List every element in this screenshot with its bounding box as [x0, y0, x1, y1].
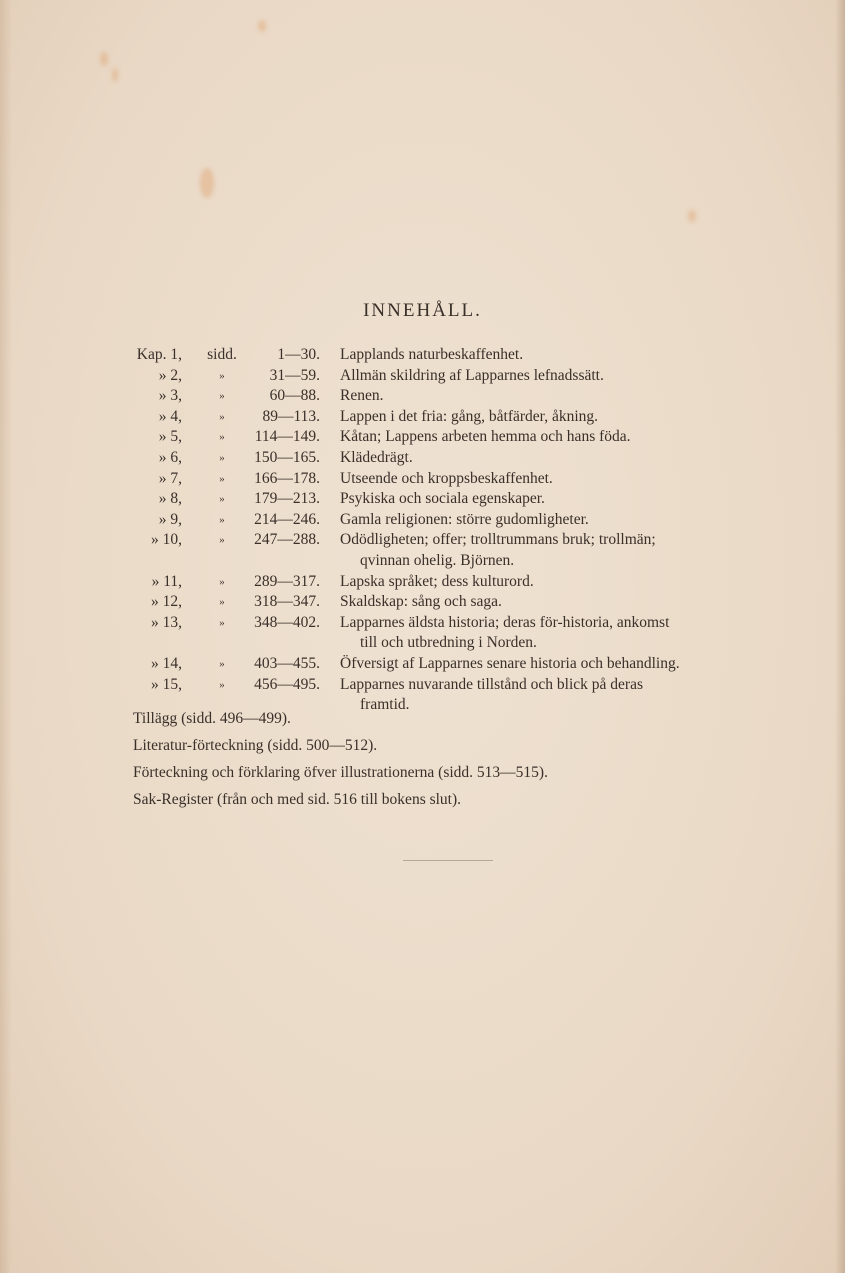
paper-stain — [200, 168, 214, 198]
toc-row: » 13, » 348—402. Lapparnes äldsta historia; deras för-historia, ankomst — [151, 613, 670, 631]
toc-row: » 3, » 60—88. Renen. — [158, 387, 384, 405]
appendix-illustrations: Förteckning och förklaring öfver illustrationerna (sidd. 513—515). — [133, 764, 548, 781]
paper-stain — [688, 210, 696, 222]
toc-row: » 11, » 289—317. Lapska språket; dess kulturord. — [151, 572, 534, 590]
divider-rule — [403, 860, 493, 861]
toc-row: » 14, » 403—455. Öfversigt af Lapparnes senare historia och behandling. — [151, 654, 680, 672]
toc-row: » 8, » 179—213. Psykiska och sociala egenskaper. — [158, 490, 545, 508]
page-title: INNEHÅLL. — [363, 300, 482, 321]
toc-row-continuation: qvinnan ohelig. Björnen. — [360, 551, 515, 569]
toc-row: » 9, » 214—246. Gamla religionen: större gudomligheter. — [158, 510, 589, 528]
paper-stain — [112, 68, 118, 82]
toc-row: » 15, » 456—495. Lapparnes nuvarande tillstånd och blick på deras — [151, 675, 643, 693]
toc-row: » 6, » 150—165. Klädedrägt. — [158, 448, 413, 466]
toc-row-continuation: till och utbredning i Norden. — [360, 634, 537, 652]
page-edge-right — [835, 0, 845, 1273]
appendix-index: Sak-Register (från och med sid. 516 till bokens slut). — [133, 791, 462, 808]
toc-row: » 7, » 166—178. Utseende och kroppsbeskaffenhet. — [158, 469, 553, 487]
paper-stain — [100, 52, 108, 66]
paper-stain — [258, 20, 266, 32]
toc-row-continuation: framtid. — [360, 696, 410, 714]
page-edge-left — [0, 0, 12, 1273]
appendix-bibliography: Literatur-förteckning (sidd. 500—512). — [133, 737, 378, 754]
appendix-supplement: Tillägg (sidd. 496—499). — [133, 710, 291, 727]
toc-row: » 2, » 31—59. Allmän skildring af Lapparnes lefnadssätt. — [158, 366, 604, 384]
toc-row: » 5, » 114—149. Kåtan; Lappens arbeten hemma och hans föda. — [158, 428, 631, 446]
toc-row: Kap. 1, sidd. 1—30. Lapplands naturbeskaffenhet. — [136, 346, 524, 363]
toc-row: » 10, » 247—288. Odödligheten; offer; trolltrummans bruk; trollmän; — [151, 531, 656, 549]
toc-row: » 12, » 318—347. Skaldskap: sång och saga. — [151, 593, 502, 611]
table-of-contents — [118, 345, 768, 716]
toc-row: » 4, » 89—113. Lappen i det fria: gång, båtfärder, åkning. — [158, 407, 599, 425]
